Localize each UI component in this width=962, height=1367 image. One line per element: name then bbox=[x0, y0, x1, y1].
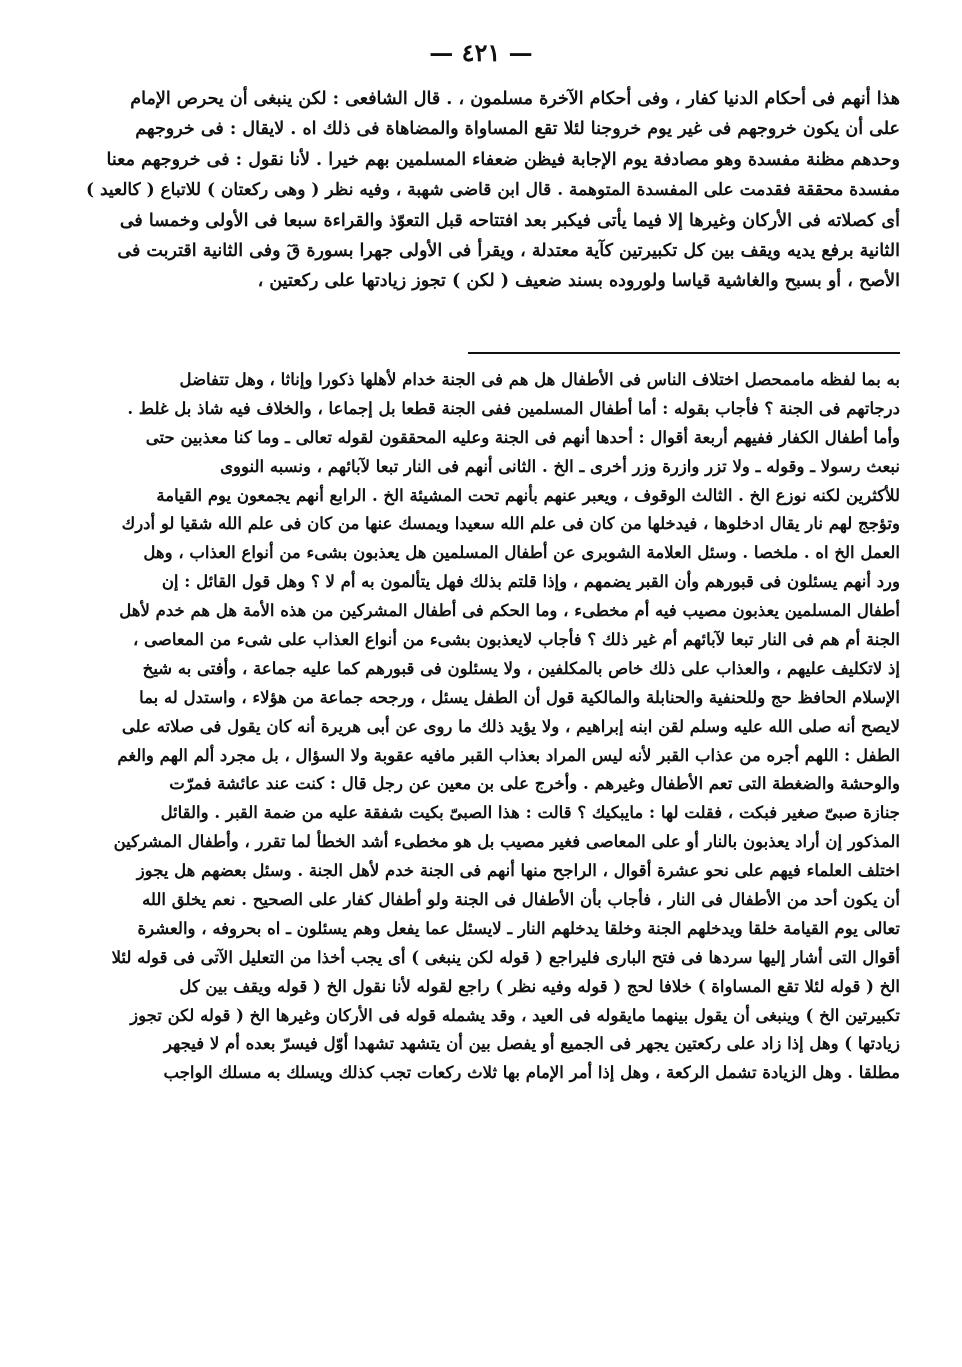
main-line: أى كصلاته فى الأركان وغيرها إلا فيما يأتى فيكبر بعد افتتاحه قبل التعوّذ والقراءة سبعا فى الأولى وخمسا فى bbox=[119, 210, 900, 231]
footnote-line: العمل الخ اه . ملخصا . وسئل العلامة الشوبرى عن أطفال المسلمين هل يعذبون بشىء من أنواع العذاب ، وهل bbox=[143, 543, 900, 563]
footnote-line: وأما أطفال الكفار ففيهم أربعة أقوال : أحدها أنهم فى الجنة وعليه المحققون لقوله تعالى ـ وما كنا معذبين حتى bbox=[145, 427, 900, 447]
footnote-line: الإسلام الحافظ حج وللحنفية والحنابلة والمالكية قول أن الطفل يسئل ، ورجحه جماعة من هؤلاء ، واستدل له بما bbox=[139, 687, 900, 707]
main-line: على أن يكون خروجهم فى غير يوم خروجنا لئلا تقع المساواة والمضاهاة فى ذلك اه . لايقال : فى خروجهم bbox=[135, 119, 900, 140]
main-line: هذا أنهم فى أحكام الدنيا كفار ، وفى أحكام الآخرة مسلمون ، . قال الشافعى : لكن ينبغى أن يحرص الإمام bbox=[130, 89, 900, 109]
footnote-line: مطلقا . وهل الزيادة تشمل الركعة ، وهل إذا أمر الإمام بها ثلاث ركعات تجب كذلك ويسلك به مسلك الواجب bbox=[163, 1063, 900, 1083]
footnote-line: أن يكون أحد من الأطفال فى النار ، فأجاب بأن الأطفال فى الجنة ولو أطفال كفار على الصحيح . نعم يخلق الله bbox=[142, 890, 900, 910]
footnote-line: به بما لفظه ماممحصل اختلاف الناس فى الأطفال هل هم فى الجنة خدام لأهلها ذكورا وإناثا ، وهل تتفاضل bbox=[179, 370, 900, 389]
main-line: الأصح ، أو بسبح والغاشية قياسا ولوروده بسند ضعيف ( لكن ) تجوز زيادتها على ركعتين ، bbox=[257, 271, 900, 292]
footnote-line: إذ لاتكليف عليهم ، والعذاب على ذلك خاص بالمكلفين ، ولا يسئلون فى قبورهم كما عليه جماعة ، وأفتى به شيخ bbox=[142, 658, 900, 678]
footnote-line: زيادتها ) وهل إذا زاد على ركعتين يجهر فى الجميع أو يفصل بين أن يتشهد تشهدا أوّل فيسرّ بعده أم لا فيجهر bbox=[163, 1034, 900, 1054]
footnote-line: تكبيرتين الخ ) وينبغى أن يقول بينهما مايقوله فى العيد ، وقد يشمله قوله فى الأركان وغيرها الخ ( قوله لكن تجوز bbox=[130, 1005, 900, 1025]
main-line: الثانية برفع يديه ويقف بين كل تكبيرتين كآية معتدلة ، ويقرأ فى الأولى جهرا بسورة قٓ وفى الثانية اقتربت فى bbox=[117, 240, 900, 261]
footnote-line: للأكثرين لكنه نوزع الخ . الثالث الوقوف ، ويعبر عنهم بأنهم تحت المشيئة الخ . الرابع أنهم يجمعون يوم القيامة bbox=[156, 485, 900, 505]
main-line: وحدهم مظنة مفسدة وهو مصادفة يوم الإجابة فيظن ضعفاء المسلمين بهم خيرا . لأنا نقول : فى خروجهم معنا bbox=[106, 149, 900, 170]
footnote-line: المذكور إن أراد يعذبون بالنار أو على المعاصى فغير مصيب بل هو مخطىء أشد الخطأ لما تقرر ، وأطفال المشركين bbox=[113, 832, 900, 852]
footnote-line: ورد أنهم يسئلون فى قبورهم وأن القبر يضمهم ، وإذا قلتم بذلك فهل يتألمون به أم لا ؟ وهل قول القائل : إن bbox=[161, 572, 900, 592]
footnote-line: لايصح أنه صلى الله عليه وسلم لقن ابنه إبراهيم ، ولا يؤيد ذلك ما روى عن أبى هريرة أنه كان يقول فى صلاته على bbox=[121, 716, 900, 736]
footnote-line: نبعث رسولا ـ وقوله ـ ولا تزر وازرة وزر أخرى ـ الخ . الثانى أنهم فى النار تبعا لآبائهم ، ونسبه النووى bbox=[220, 456, 900, 476]
footnote-line: الجنة أم هم فى النار تبعا لآبائهم أم غير ذلك ؟ فأجاب لايعذبون بشىء من أنواع العذاب على شىء من المعاصى ، bbox=[132, 630, 900, 650]
main-text-block bbox=[74, 84, 900, 297]
footnote-line: درجاتهم فى الجنة ؟ فأجاب بقوله : أما أطفال المسلمين ففى الجنة قطعا بل إجماعا ، والخلاف فيه شاذ بل غلط . bbox=[127, 398, 900, 418]
footnote-line: تعالى يوم القيامة خلقا ويدخلهم الجنة وخلقا يدخلهم النار ـ لايسئل عما يفعل وهم يسئلون ـ اه بحروفه ، والعشرة bbox=[137, 918, 900, 938]
footnote-line: وتؤجج لهم نار يقال ادخلوها ، فيدخلها من كان فى علم الله سعيدا ويمسك عنها من كان فى علم الله شقيا لو أدرك bbox=[121, 514, 900, 534]
footnote-text-block bbox=[74, 366, 900, 1088]
footnote-divider bbox=[468, 352, 900, 354]
footnote-line: أطفال المسلمين يعذبون مصيب فيه أم مخطىء ، وما الحكم فى أطفال المشركين من هذه الأمة هل هم خدم لأهل bbox=[119, 601, 900, 621]
footnote-line: الطفل : اللهم أجره من عذاب القبر لأنه ليس المراد بعذاب القبر مافيه عقوبة ولا السؤال ، بل مجرد ألم الهم والغم bbox=[117, 745, 900, 765]
page-number: — ٤٢١ — bbox=[429, 38, 533, 67]
footnote-line: أقوال التى أشار إليها سردها فى فتح البارى فليراجع ( قوله لكن ينبغى ) أى يجب أخذا من التعليل الآتى فى قوله لئلا bbox=[111, 947, 900, 967]
footnote-line: اختلف العلماء فيهم على نحو عشرة أقوال ، الراجح منها أنهم فى الجنة خدم لأهل الجنة . وسئل بعضهم هل يجوز bbox=[136, 861, 900, 881]
main-line: مفسدة محققة فقدمت على المفسدة المتوهمة . قال ابن قاضى شهبة ، وفيه نظر ( وهى ركعتان ) للاتباع ( كالعيد ) bbox=[85, 180, 900, 201]
footnote-line: الخ ( قوله لئلا تقع المساواة ) خلافا لحج ( قوله وفيه نظر ) راجع لقوله لأنا نقول الخ ( قوله ويقف بين كل bbox=[179, 976, 900, 996]
footnote-line: والوحشة والضغطة التى تعم الأطفال وغيرهم . وأخرج على بن معين عن رجل قال : كنت عند عائشة فمرّت bbox=[169, 774, 900, 794]
footnote-line: جنازة صبىّ صغير فبكت ، فقلت لها : مايبكيك ؟ قالت : هذا الصبىّ بكيت شفقة عليه من ضمة القبر . والقائل bbox=[160, 803, 900, 823]
